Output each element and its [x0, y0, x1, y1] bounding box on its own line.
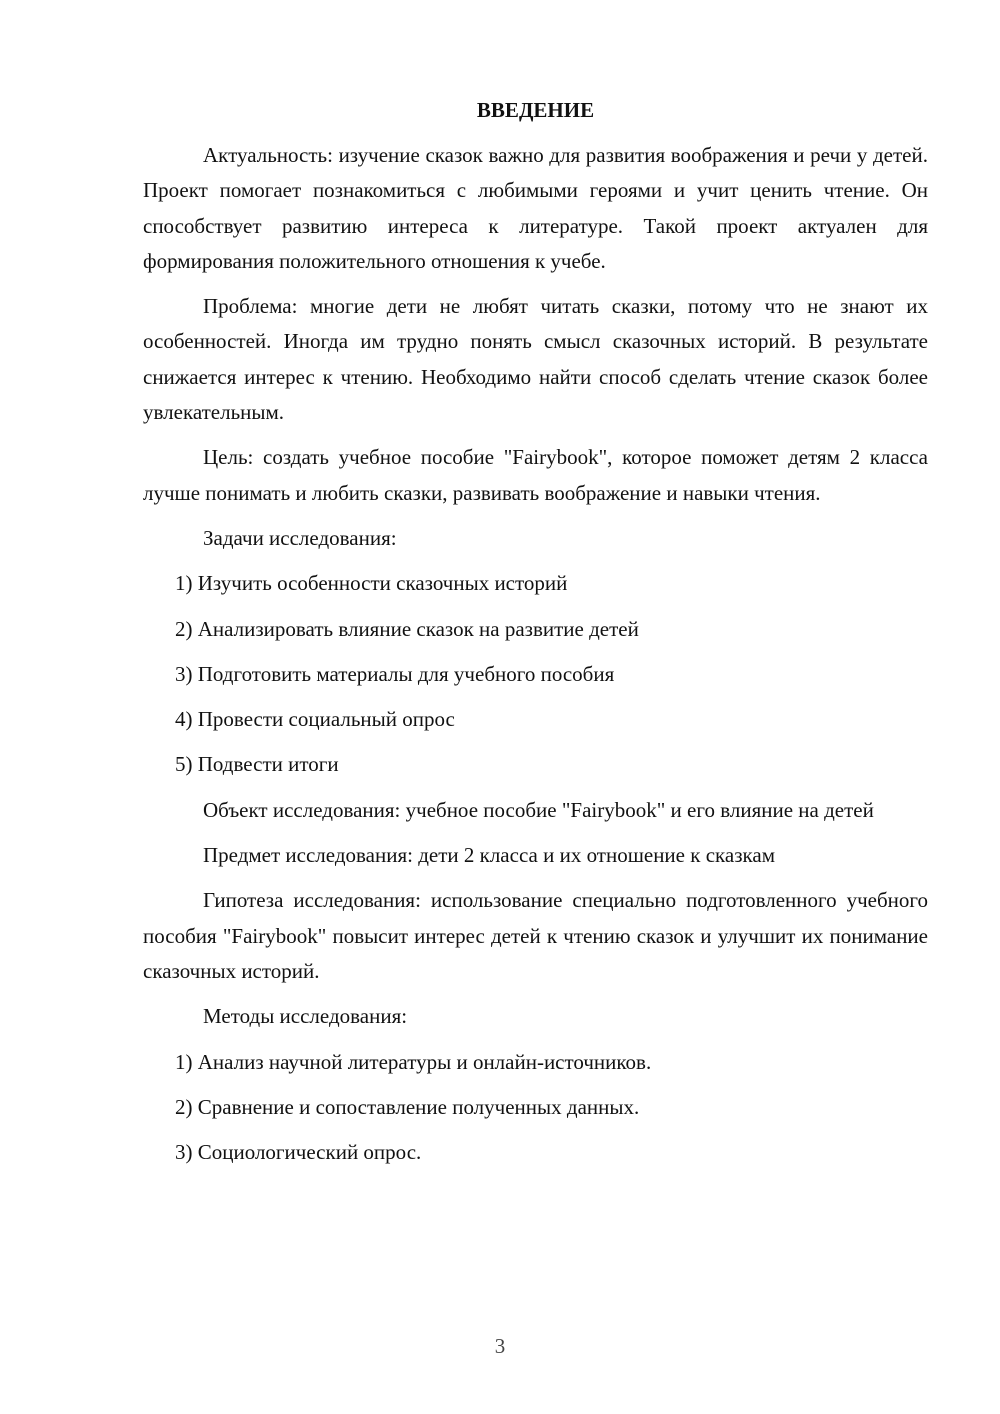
methods-heading: Методы исследования:	[203, 1004, 408, 1029]
task-item: 1) Изучить особенности сказочных историй	[175, 571, 568, 596]
tasks-heading: Задачи исследования:	[203, 525, 397, 550]
section-title: ВВЕДЕНИЕ	[476, 98, 595, 122]
task-item: 2) Анализировать влияние сказок на развитие детей	[175, 616, 639, 641]
problem-paragraph: Проблема: многие дети не любят читать сказки, потому что не знают их особенностей. Иногда им трудно понять смысл сказочных историй. В результате снижается интерес к чтению. Необходимо найти способ сделать чтение сказок более увлекательным.	[143, 294, 928, 425]
method-item: 2) Сравнение и сопоставление полученных данных.	[175, 1094, 640, 1119]
task-item: 5) Подвести итоги	[175, 752, 339, 777]
method-item: 1) Анализ научной литературы и онлайн-источников.	[175, 1049, 652, 1074]
hypothesis-paragraph: Гипотеза исследования: использование специально подготовленного учебного пособия "Fairybook" повысит интерес детей к чтению сказок и улучшит их понимание сказочных историй.	[143, 888, 928, 983]
page-content	[143, 93, 928, 1180]
page-number: 3	[494, 1334, 506, 1358]
task-item: 3) Подготовить материалы для учебного пособия	[175, 661, 615, 686]
object-paragraph: Объект исследования: учебное пособие "Fairybook" и его влияние на детей	[203, 797, 874, 822]
relevance-paragraph: Актуальность: изучение сказок важно для развития воображения и речи у детей. Проект помогает познакомиться с любимыми героями и учит ценить чтение. Он способствует развитию интереса к литературе. Такой проект актуален для формирования положительного отношения к учебе.	[143, 143, 928, 273]
method-item: 3) Социологический опрос.	[175, 1140, 422, 1165]
task-item: 4) Провести социальный опрос	[175, 707, 455, 732]
goal-paragraph: Цель: создать учебное пособие "Fairybook", которое поможет детям 2 класса лучше понимать и любить сказки, развивать воображение и навыки чтения.	[143, 445, 928, 505]
subject-paragraph: Предмет исследования: дети 2 класса и их отношение к сказкам	[203, 843, 776, 868]
